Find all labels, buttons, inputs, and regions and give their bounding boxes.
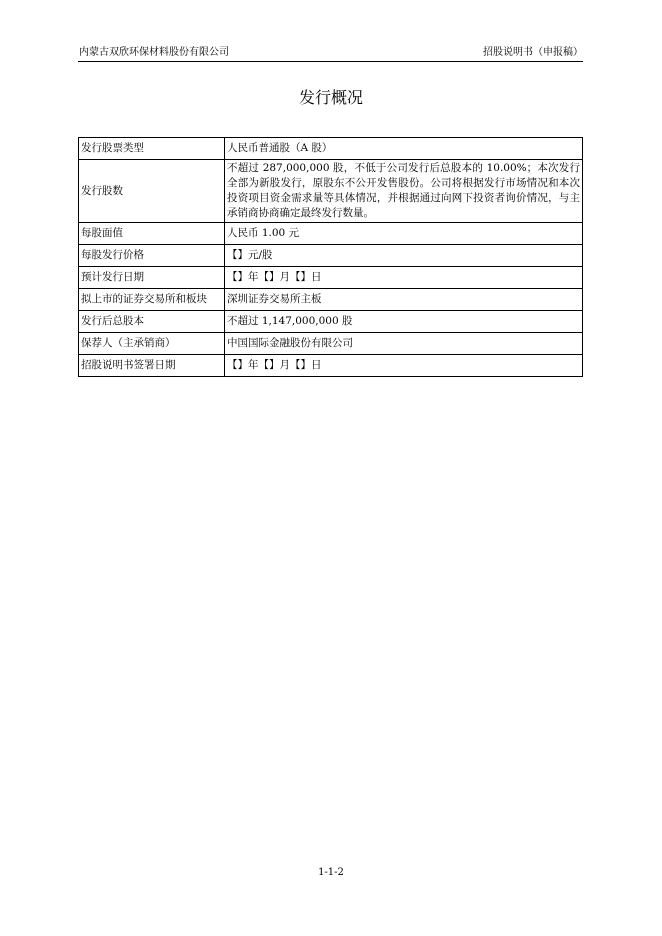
row-value-par-value: 人民币 1.00 元 [225,223,583,245]
row-label-issue-date: 预计发行日期 [79,267,225,289]
row-label-issue-price: 每股发行价格 [79,245,225,267]
header-divider [78,61,583,62]
header-document-type: 招股说明书（申报稿） [483,47,583,58]
row-value-signing-date: 【】年【】月【】日 [225,355,583,377]
row-value-sponsor: 中国国际金融股份有限公司 [225,333,583,355]
table-row [79,160,583,223]
row-label-signing-date: 招股说明书签署日期 [79,355,225,377]
row-value-issue-price: 【】元/股 [225,245,583,267]
table-row [79,311,583,333]
table-row [79,267,583,289]
table-row [79,333,583,355]
row-value-total-shares: 不超过 1,147,000,000 股 [225,311,583,333]
row-label-stock-type: 发行股票类型 [79,138,225,160]
row-label-total-shares: 发行后总股本 [79,311,225,333]
row-label-sponsor: 保荐人（主承销商） [79,333,225,355]
table-row [79,138,583,160]
row-value-share-count: 不超过 287,000,000 股，不低于公司发行后总股本的 10.00%；本次发行全部为新股发行，原股东不公开发售股份。公司将根据发行市场情况和本次投资项目资金需求量等具体情况，并根据通过向网下投资者询价情况，与主承销商协商确定最终发行数量。 [225,160,583,223]
table-row [79,355,583,377]
page-number: 1-1-2 [318,867,344,878]
table-row [79,289,583,311]
header-company-name: 内蒙古双欣环保材料股份有限公司 [79,47,229,58]
page-title: 发行概况 [298,88,363,107]
row-label-par-value: 每股面值 [79,223,225,245]
offering-overview-table [78,137,583,377]
row-value-issue-date: 【】年【】月【】日 [225,267,583,289]
row-value-exchange: 深圳证券交易所主板 [225,289,583,311]
row-label-share-count: 发行股数 [79,160,225,223]
row-label-exchange: 拟上市的证券交易所和板块 [79,289,225,311]
table-row [79,245,583,267]
table-row [79,223,583,245]
row-value-stock-type: 人民币普通股（A 股） [225,138,583,160]
